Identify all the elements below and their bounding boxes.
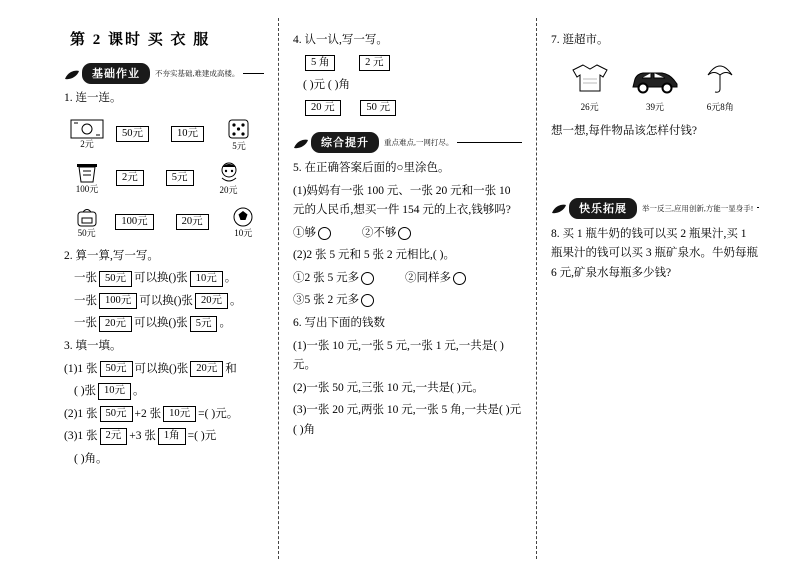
money-box[interactable]: 10元: [163, 406, 196, 422]
text-end: 和: [225, 362, 237, 375]
question-4-row-1: [303, 54, 522, 74]
question-2-line-1: [74, 269, 264, 289]
leaf-icon: [64, 68, 80, 80]
soccer-icon: [230, 206, 256, 228]
option-label: ③5 张 2 元多: [293, 294, 360, 307]
question-1: 1. 连一连。: [64, 92, 122, 104]
question-6-1: (1)一张 10 元,一张 5 元,一张 1 元,一共是( )元。: [293, 339, 504, 372]
text-post: )张: [172, 362, 189, 375]
money-box[interactable]: 50元: [100, 361, 133, 377]
text-mid: +3 张: [129, 430, 156, 443]
text-prefix: 一张: [74, 272, 97, 285]
bucket-icon: [74, 162, 100, 184]
connect-left-item: [64, 206, 109, 238]
color-circle[interactable]: [453, 272, 466, 285]
connect-row: [64, 156, 264, 200]
option-item[interactable]: [293, 224, 333, 244]
column-3: [536, 18, 773, 559]
bill-icon: [70, 119, 104, 139]
shop-item: [689, 59, 751, 112]
color-circle[interactable]: [361, 272, 374, 285]
item-price: 20元: [219, 184, 238, 195]
question-4-row-2: [303, 99, 522, 119]
text-prefix: (2)1 张: [64, 407, 98, 420]
option-item[interactable]: [362, 224, 414, 244]
backpack-icon: [74, 206, 100, 228]
section-sub-basic: 不夯实基础,难建成高楼。: [155, 69, 240, 78]
money-box[interactable]: 5 角: [305, 55, 335, 71]
option-item[interactable]: [293, 269, 376, 289]
money-box[interactable]: 20 元: [305, 100, 341, 116]
column-1: [16, 18, 278, 559]
item-price: 10元: [234, 227, 253, 238]
text-post: )张: [172, 317, 188, 330]
question-3-1-cont: [74, 382, 264, 402]
money-box[interactable]: 10元: [190, 271, 223, 287]
question-2: 2. 算一算,写一写。: [64, 249, 159, 262]
text-end: 。: [219, 317, 231, 330]
connect-exercise: [64, 112, 264, 244]
item-price: 50元: [77, 227, 96, 238]
question-2-line-2: [74, 292, 264, 312]
option-label: ①够: [293, 226, 316, 239]
section-banner-comprehensive: [293, 132, 522, 153]
item-price: 100元: [75, 183, 99, 194]
text-end: 。: [133, 385, 145, 398]
connect-right-item: [208, 161, 250, 195]
section-sub-extend: 举一反三,应用创新,方能一显身手!: [642, 203, 754, 213]
leaf-icon: [551, 202, 567, 214]
question-8: 8. 买 1 瓶牛奶的钱可以买 2 瓶果汁,买 1 瓶果汁的钱可以买 3 瓶矿泉水。牛奶每瓶 6 元,矿泉水每瓶多少钱?: [551, 227, 758, 280]
connect-row: [64, 200, 264, 244]
question-5-1: (1)妈妈有一张 100 元、一张 20 元和一张 10 元的人民币,想买一件 154 元的上衣,钱够吗?: [293, 184, 511, 217]
connect-middle: [114, 170, 196, 186]
money-box[interactable]: 100元: [99, 293, 137, 309]
section-label-basic: 基础作业: [82, 63, 150, 84]
color-circle[interactable]: [318, 227, 331, 240]
text-prefix: (1)1 张: [64, 362, 98, 375]
money-box[interactable]: 5元: [166, 170, 194, 186]
money-box[interactable]: 50元: [100, 406, 133, 422]
item-price: 26元: [580, 101, 599, 112]
money-box[interactable]: 5元: [190, 316, 218, 332]
section-banner-extend: [551, 198, 759, 219]
question-5: 5. 在正确答案后面的○里涂色。: [293, 162, 450, 175]
connect-left-item: [64, 119, 110, 149]
connect-left-item: [64, 162, 110, 194]
option-item[interactable]: [405, 269, 468, 289]
text-prefix: ( )张: [74, 385, 97, 398]
connect-right-item: [218, 117, 260, 151]
connect-middle: [113, 214, 210, 230]
question-5-1-options: [293, 224, 522, 244]
question-5-2: (2)2 张 5 元和 5 张 2 元相比,( )。: [293, 249, 455, 262]
text-prefix: 一张: [74, 317, 97, 330]
text-post: )张: [172, 272, 188, 285]
money-box[interactable]: 20元: [195, 293, 228, 309]
money-box[interactable]: 1角: [158, 428, 186, 444]
question-6-3: (3)一张 20 元,两张 10 元,一张 5 角,一共是( )元( )角: [293, 404, 522, 436]
connect-right-item: [223, 206, 264, 238]
tshirt-icon: [569, 61, 611, 95]
item-price: 39元: [645, 101, 664, 112]
divider-line: [243, 72, 264, 74]
text-end: 。: [229, 294, 242, 307]
item-price: 5元: [232, 140, 246, 151]
dice-icon: [225, 117, 253, 141]
color-circle[interactable]: [398, 227, 411, 240]
question-3-3-cont: ( )角。: [74, 452, 108, 465]
doll-icon: [214, 161, 244, 185]
divider-line: [757, 206, 759, 208]
text-prefix: (3)1 张: [64, 430, 98, 443]
question-5-2-options-row1: [293, 269, 522, 289]
option-label: ①2 张 5 元多: [293, 271, 360, 284]
money-box[interactable]: 100元: [115, 214, 153, 230]
money-box[interactable]: 50 元: [360, 100, 396, 116]
divider-line: [457, 141, 522, 143]
money-box[interactable]: 50元: [116, 126, 149, 142]
text-mid: 可以换(: [134, 317, 173, 330]
text-end: =( )元: [187, 430, 217, 443]
section-label-extend: 快乐拓展: [569, 198, 637, 219]
money-box[interactable]: 20元: [99, 316, 132, 332]
question-3-3: [64, 427, 264, 447]
question-3: 3. 填一填。: [64, 340, 122, 352]
item-price: 6元8角: [706, 101, 734, 112]
text-post: )张: [177, 294, 193, 307]
color-circle[interactable]: [361, 294, 374, 307]
car-icon: [629, 65, 681, 95]
shop-item: [559, 61, 621, 112]
text-mid: 可以换(: [139, 294, 178, 307]
money-box[interactable]: 50元: [99, 271, 132, 287]
question-4-answers: ( )元 ( )角: [303, 79, 350, 92]
page-title: 第 2 课时 买 衣 服: [70, 32, 211, 48]
question-7-note: 想一想,每件物品该怎样付钱?: [551, 124, 697, 137]
columns-container: [16, 18, 777, 559]
money-box[interactable]: 2元: [116, 170, 144, 186]
text-mid: +2 张: [134, 407, 162, 420]
option-item[interactable]: [293, 291, 376, 311]
text-end: =( )元。: [198, 407, 239, 420]
text-mid: 可以换(: [134, 362, 173, 375]
item-price: 2元: [80, 138, 94, 149]
question-4: 4. 认一认,写一写。: [293, 34, 388, 46]
money-box[interactable]: 20元: [190, 361, 223, 377]
option-label: ②不够: [361, 226, 397, 239]
money-box[interactable]: 20元: [176, 214, 209, 230]
question-6: 6. 写出下面的钱数: [293, 317, 385, 330]
question-2-line-3: [74, 314, 264, 334]
shop-item: [624, 65, 686, 112]
question-5-2-options-row2: [293, 291, 522, 311]
section-sub-comprehensive: 重点难点,一网打尽。: [384, 138, 454, 148]
leaf-icon: [293, 137, 309, 149]
text-end: 。: [224, 272, 237, 285]
shop-items: [557, 59, 753, 112]
money-box[interactable]: 2元: [100, 428, 128, 444]
question-6-2: (2)一张 50 元,三张 10 元,一共是( )元。: [293, 381, 484, 394]
section-label-comprehensive: 综合提升: [311, 132, 379, 153]
money-box[interactable]: 2 元: [359, 55, 389, 71]
column-2: [278, 18, 536, 559]
connect-middle: [114, 126, 206, 142]
section-banner-basic: [64, 63, 264, 84]
money-box[interactable]: 10元: [98, 383, 131, 399]
text-mid: 可以换(: [134, 272, 173, 285]
option-label: ②同样多: [405, 271, 451, 284]
money-box[interactable]: 10元: [171, 126, 204, 142]
question-3-2: [64, 405, 264, 425]
connect-row: [64, 112, 264, 156]
question-7: 7. 逛超市。: [551, 34, 609, 46]
text-prefix: 一张: [74, 294, 97, 307]
question-3-1: [64, 360, 264, 380]
umbrella-icon: [705, 59, 735, 95]
